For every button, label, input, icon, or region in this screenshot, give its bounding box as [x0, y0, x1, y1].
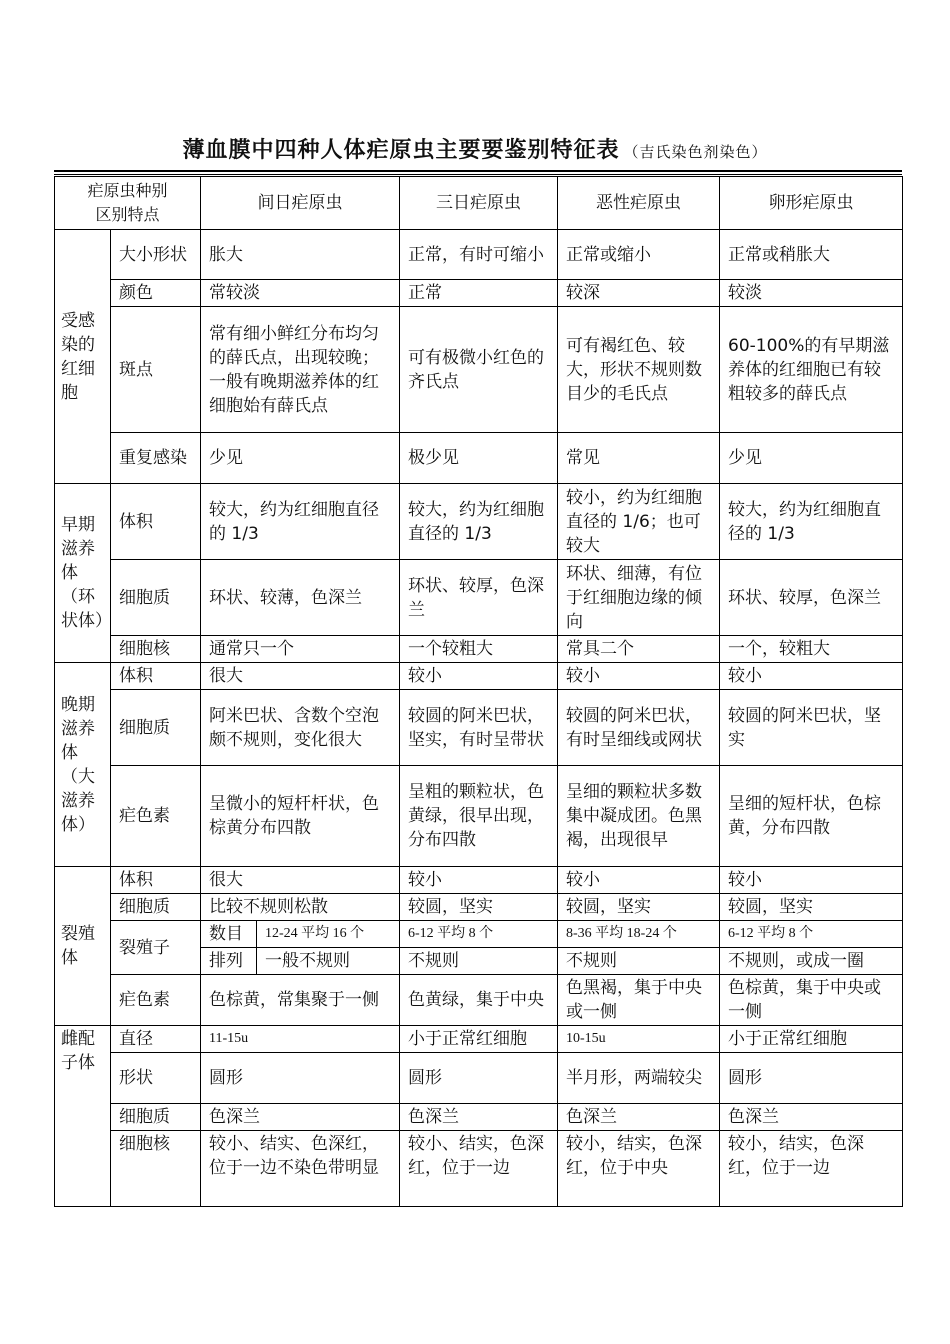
cell: 胀大 [201, 230, 400, 280]
cell: 环状、细薄，有位于红细胞边缘的倾向 [558, 560, 720, 636]
cell: 色深兰 [720, 1104, 903, 1131]
cell: 较大，约为红细胞直径的 1/3 [201, 484, 400, 560]
cell: 较圆的阿米巴状，坚实，有时呈带状 [400, 690, 558, 766]
header-corner [55, 177, 201, 230]
cell: 较大，约为红细胞直径的 1/3 [720, 484, 903, 560]
cell: 圆形 [201, 1053, 400, 1104]
cell: 较小、结实，色深红，位于一边 [400, 1131, 558, 1207]
corner-line1: 疟原虫种别 [87, 181, 168, 200]
cell: 不规则 [400, 948, 558, 975]
cell: 正常或缩小 [558, 230, 720, 280]
cell: 正常 [400, 280, 558, 307]
cell: 较小 [400, 867, 558, 894]
cell: 环状、较薄，色深兰 [201, 560, 400, 636]
table-row [55, 1104, 903, 1131]
row-label: 细胞质 [111, 1104, 201, 1131]
cell: 呈细的短杆状，色棕黄，分布四散 [720, 766, 903, 867]
cell: 少见 [720, 433, 903, 484]
cell: 8-36 平均 18-24 个 [558, 921, 720, 948]
cell: 10-15u [558, 1026, 720, 1053]
cell: 很大 [201, 663, 400, 690]
cell: 较小、结实、色深红，位于一边不染色带明显 [201, 1131, 400, 1207]
cell: 呈粗的颗粒状，色黄绿，很早出现，分布四散 [400, 766, 558, 867]
cell: 色黄绿，集于中央 [400, 975, 558, 1026]
cell: 色棕黄，集于中央或一侧 [720, 975, 903, 1026]
row-label: 疟色素 [111, 975, 201, 1026]
cell: 环状、较厚，色深兰 [720, 560, 903, 636]
cell: 不规则，或成一圈 [720, 948, 903, 975]
cell: 少见 [201, 433, 400, 484]
cell: 呈细的颗粒状多数集中凝成团。色黑褐，出现很早 [558, 766, 720, 867]
cell: 呈微小的短杆杆状，色棕黄分布四散 [201, 766, 400, 867]
cell: 一般不规则 [257, 948, 400, 975]
title-rule-thick [54, 170, 902, 172]
row-label: 体积 [111, 867, 201, 894]
corner-line2: 区别特点 [95, 205, 160, 224]
cell: 较小，约为红细胞直径的 1/6；也可较大 [558, 484, 720, 560]
cell: 色棕黄，常集聚于一侧 [201, 975, 400, 1026]
cell: 可有极微小红色的齐氏点 [400, 307, 558, 433]
table-row [55, 1026, 903, 1053]
row-label: 细胞质 [111, 560, 201, 636]
table-row [55, 867, 903, 894]
cell: 较淡 [720, 280, 903, 307]
cell: 较小 [558, 867, 720, 894]
row-label: 形状 [111, 1053, 201, 1104]
table-row [55, 560, 903, 636]
table-row [55, 484, 903, 560]
cell: 阿米巴状、含数个空泡颇不规则，变化很大 [201, 690, 400, 766]
group-late-troph: 晚期滋养体（大滋养体） [55, 663, 111, 867]
row-label: 裂殖子 [111, 921, 201, 975]
row-label: 细胞质 [111, 690, 201, 766]
table-row [55, 921, 903, 948]
row-label: 体积 [111, 484, 201, 560]
group-female-gametocyte: 雌配子体 [55, 1026, 111, 1207]
row-label: 斑点 [111, 307, 201, 433]
cell: 小于正常红细胞 [720, 1026, 903, 1053]
table-row [55, 894, 903, 921]
table-row [55, 433, 903, 484]
table-row [55, 307, 903, 433]
cell: 常较淡 [201, 280, 400, 307]
header-species-malariae: 三日疟原虫 [400, 177, 558, 230]
cell: 较小 [400, 663, 558, 690]
cell: 较圆的阿米巴状，有时呈细线或网状 [558, 690, 720, 766]
sub-label: 排列 [201, 948, 257, 975]
row-label: 体积 [111, 663, 201, 690]
cell: 较大，约为红细胞直径的 1/3 [400, 484, 558, 560]
cell: 一个，较粗大 [720, 636, 903, 663]
cell: 较小 [720, 663, 903, 690]
cell: 色深兰 [558, 1104, 720, 1131]
table-row [55, 766, 903, 867]
cell: 常见 [558, 433, 720, 484]
page-title [0, 133, 950, 164]
cell: 较深 [558, 280, 720, 307]
title-main: 薄血膜中四种人体疟原虫主要要鉴别特征表 [182, 138, 620, 163]
cell: 色深兰 [201, 1104, 400, 1131]
header-species-vivax: 间日疟原虫 [201, 177, 400, 230]
group-early-troph: 早期滋养体（环状体） [55, 484, 111, 663]
row-label: 细胞核 [111, 1131, 201, 1207]
row-label: 细胞核 [111, 636, 201, 663]
cell: 环状、较厚，色深兰 [400, 560, 558, 636]
cell: 6-12 平均 8 个 [400, 921, 558, 948]
table-row [55, 230, 903, 280]
cell: 常具二个 [558, 636, 720, 663]
header-row [55, 177, 903, 230]
row-label: 重复感染 [111, 433, 201, 484]
cell: 较小，结实，色深红，位于中央 [558, 1131, 720, 1207]
group-infected-rbc: 受感染的红细胞 [55, 230, 111, 484]
cell: 11-15u [201, 1026, 400, 1053]
cell: 色深兰 [400, 1104, 558, 1131]
cell: 半月形，两端较尖 [558, 1053, 720, 1104]
cell: 通常只一个 [201, 636, 400, 663]
title-subtitle: （吉氏染色剂染色） [623, 143, 768, 161]
group-schizont: 裂殖体 [55, 867, 111, 1026]
table-row [55, 1053, 903, 1104]
cell: 较圆，坚实 [720, 894, 903, 921]
row-label: 大小形状 [111, 230, 201, 280]
title-rule-thin [54, 174, 902, 175]
cell: 不规则 [558, 948, 720, 975]
table-row [55, 690, 903, 766]
cell: 较小 [720, 867, 903, 894]
table-row [55, 280, 903, 307]
cell: 6-12 平均 8 个 [720, 921, 903, 948]
header-species-falciparum: 恶性疟原虫 [558, 177, 720, 230]
cell: 圆形 [400, 1053, 558, 1104]
comparison-table [54, 176, 903, 1207]
cell: 比较不规则松散 [201, 894, 400, 921]
cell: 12-24 平均 16 个 [257, 921, 400, 948]
table-row [55, 975, 903, 1026]
cell: 圆形 [720, 1053, 903, 1104]
cell: 较小，结实，色深红，位于一边 [720, 1131, 903, 1207]
cell: 极少见 [400, 433, 558, 484]
cell: 一个较粗大 [400, 636, 558, 663]
sub-label: 数目 [201, 921, 257, 948]
table-row [55, 1131, 903, 1207]
cell: 较小 [558, 663, 720, 690]
cell: 色黑褐，集于中央或一侧 [558, 975, 720, 1026]
cell: 较圆，坚实 [558, 894, 720, 921]
cell: 小于正常红细胞 [400, 1026, 558, 1053]
header-species-ovale: 卵形疟原虫 [720, 177, 903, 230]
row-label: 细胞质 [111, 894, 201, 921]
cell: 常有细小鲜红分布均匀的薛氏点，出现较晚；一般有晚期滋养体的红细胞始有薛氏点 [201, 307, 400, 433]
row-label: 颜色 [111, 280, 201, 307]
table-row [55, 636, 903, 663]
cell: 正常或稍胀大 [720, 230, 903, 280]
cell: 较圆，坚实 [400, 894, 558, 921]
cell: 可有褐红色、较大，形状不规则数目少的毛氏点 [558, 307, 720, 433]
row-label: 直径 [111, 1026, 201, 1053]
cell: 较圆的阿米巴状，坚实 [720, 690, 903, 766]
table-row [55, 663, 903, 690]
cell: 正常，有时可缩小 [400, 230, 558, 280]
cell: 很大 [201, 867, 400, 894]
cell: 60-100%的有早期滋养体的红细胞已有较粗较多的薛氏点 [720, 307, 903, 433]
row-label: 疟色素 [111, 766, 201, 867]
